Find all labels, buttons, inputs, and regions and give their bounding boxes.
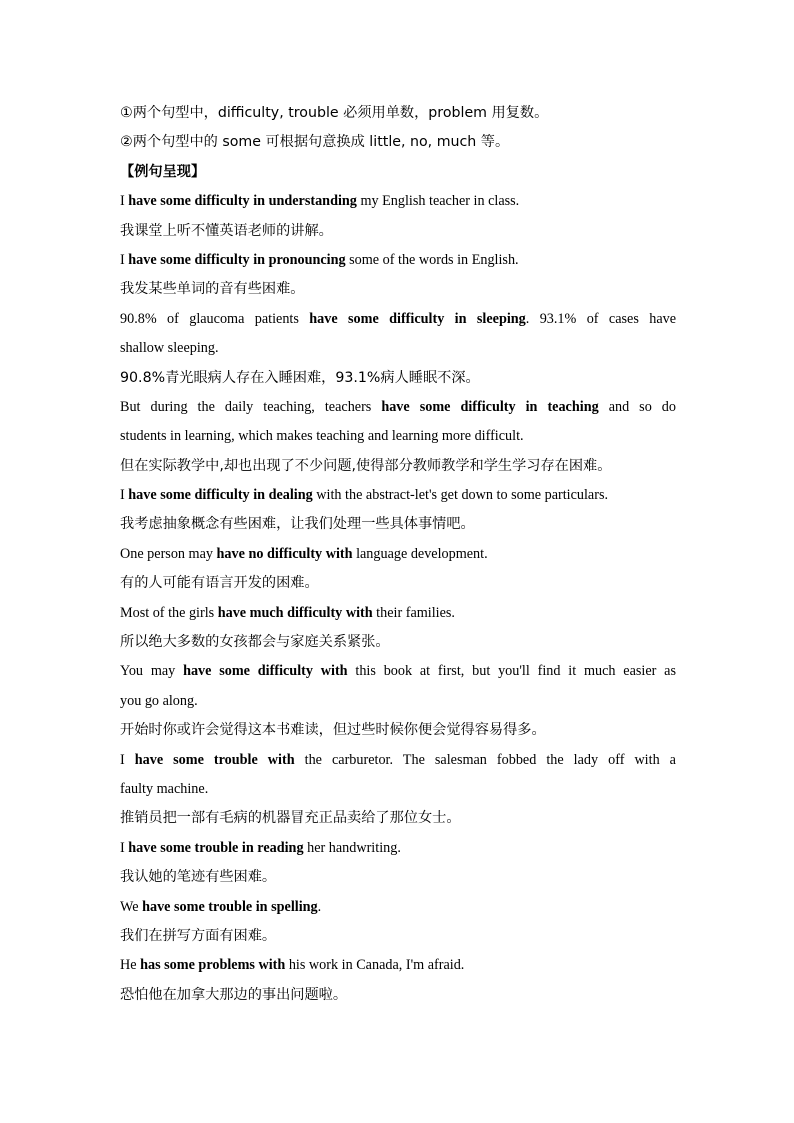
example-english-continued: you go along. bbox=[120, 692, 198, 709]
example-english bbox=[120, 599, 676, 628]
example-english bbox=[120, 246, 676, 275]
sentence-text: and so do bbox=[598, 398, 676, 415]
example-english bbox=[120, 834, 676, 863]
section-title: 【例句呈现】 bbox=[120, 163, 206, 180]
phrase-highlight: have no difficulty with bbox=[216, 545, 353, 562]
sentence-text: their families. bbox=[372, 604, 455, 621]
example-english-continued: faulty machine. bbox=[120, 780, 209, 797]
sentence-text: with the abstract-let's get down to some particulars. bbox=[312, 487, 609, 504]
sentence-text: her handwriting. bbox=[303, 839, 401, 856]
example-chinese: 恐怕他在加拿大那边的事出问题啦。 bbox=[120, 986, 348, 1003]
phrase-highlight: have some trouble with bbox=[134, 751, 295, 768]
sentence-text: I bbox=[120, 839, 129, 856]
sentence-text: language development. bbox=[352, 545, 488, 562]
sentence-text: One person may bbox=[120, 545, 217, 562]
sentence-text: Most of the girls bbox=[120, 604, 218, 621]
document-page bbox=[120, 99, 676, 1010]
example-chinese: 但在实际教学中,却也出现了不少问题,使得部分教师教学和学生学习存在困难。 bbox=[120, 457, 612, 474]
note-2: ②两个句型中的 some 可根据句意换成 little, no, much 等。 bbox=[120, 134, 510, 151]
phrase-highlight: have some difficulty with bbox=[183, 663, 348, 680]
sentence-text: the carburetor. The salesman fobbed the lady off with a bbox=[294, 751, 676, 768]
sentence-text: 90.8% of glaucoma patients bbox=[120, 310, 310, 327]
example-english bbox=[120, 746, 676, 775]
example-chinese: 我课堂上听不懂英语老师的讲解。 bbox=[120, 222, 333, 239]
sentence-text: I bbox=[120, 251, 129, 268]
example-english bbox=[120, 187, 676, 216]
example-chinese: 有的人可能有语言开发的困难。 bbox=[120, 575, 319, 592]
sentence-text: But during the daily teaching, teachers bbox=[120, 398, 382, 415]
phrase-highlight: have some difficulty in sleeping bbox=[309, 310, 526, 327]
phrase-highlight: have some difficulty in dealing bbox=[128, 487, 313, 504]
example-chinese: 90.8%青光眼病人存在入睡困难，93.1%病人睡眠不深。 bbox=[120, 369, 480, 386]
example-chinese: 我考虑抽象概念有些困难，让我们处理一些具体事情吧。 bbox=[120, 516, 475, 533]
sentence-text: We bbox=[120, 898, 143, 915]
phrase-highlight: have some difficulty in teaching bbox=[381, 398, 599, 415]
example-list bbox=[120, 187, 676, 1010]
example-english-continued: shallow sleeping. bbox=[120, 340, 219, 357]
example-english-continued: students in learning, which makes teaching and learning more difficult. bbox=[120, 428, 524, 445]
example-english bbox=[120, 540, 676, 569]
example-chinese: 所以绝大多数的女孩都会与家庭关系紧张。 bbox=[120, 634, 390, 651]
example-english bbox=[120, 951, 676, 980]
sentence-text: my English teacher in class. bbox=[356, 193, 520, 210]
example-english bbox=[120, 657, 676, 686]
example-english bbox=[120, 481, 676, 510]
sentence-text: this book at first, but you'll find it much easier as bbox=[347, 663, 676, 680]
example-english bbox=[120, 893, 676, 922]
phrase-highlight: has some problems with bbox=[140, 957, 286, 974]
note-1: ①两个句型中，difficulty, trouble 必须用单数，problem 用复数。 bbox=[120, 105, 549, 121]
example-chinese: 推销员把一部有毛病的机器冒充正品卖给了那位女士。 bbox=[120, 810, 461, 827]
sentence-text: some of the words in English. bbox=[345, 251, 519, 268]
sentence-text: his work in Canada, I'm afraid. bbox=[285, 957, 465, 974]
phrase-highlight: have some difficulty in understanding bbox=[128, 193, 357, 210]
phrase-highlight: have some trouble in reading bbox=[128, 839, 304, 856]
sentence-text: I bbox=[120, 193, 129, 210]
phrase-highlight: have some difficulty in pronouncing bbox=[128, 251, 346, 268]
example-chinese: 我发某些单词的音有些困难。 bbox=[120, 281, 305, 298]
sentence-text: I bbox=[120, 487, 129, 504]
sentence-text: . 93.1% of cases have bbox=[525, 310, 677, 327]
sentence-text: He bbox=[120, 957, 141, 974]
example-english bbox=[120, 393, 676, 422]
sentence-text: I bbox=[120, 751, 135, 768]
phrase-highlight: have some trouble in spelling bbox=[142, 898, 318, 915]
example-chinese: 我认她的笔迹有些困难。 bbox=[120, 869, 277, 886]
example-chinese: 我们在拼写方面有困难。 bbox=[120, 927, 277, 944]
phrase-highlight: have much difficulty with bbox=[217, 604, 373, 621]
example-chinese: 开始时你或许会觉得这本书难读，但过些时候你便会觉得容易得多。 bbox=[120, 722, 546, 739]
example-english bbox=[120, 305, 676, 334]
sentence-text: . bbox=[317, 898, 322, 915]
sentence-text: You may bbox=[120, 663, 184, 680]
